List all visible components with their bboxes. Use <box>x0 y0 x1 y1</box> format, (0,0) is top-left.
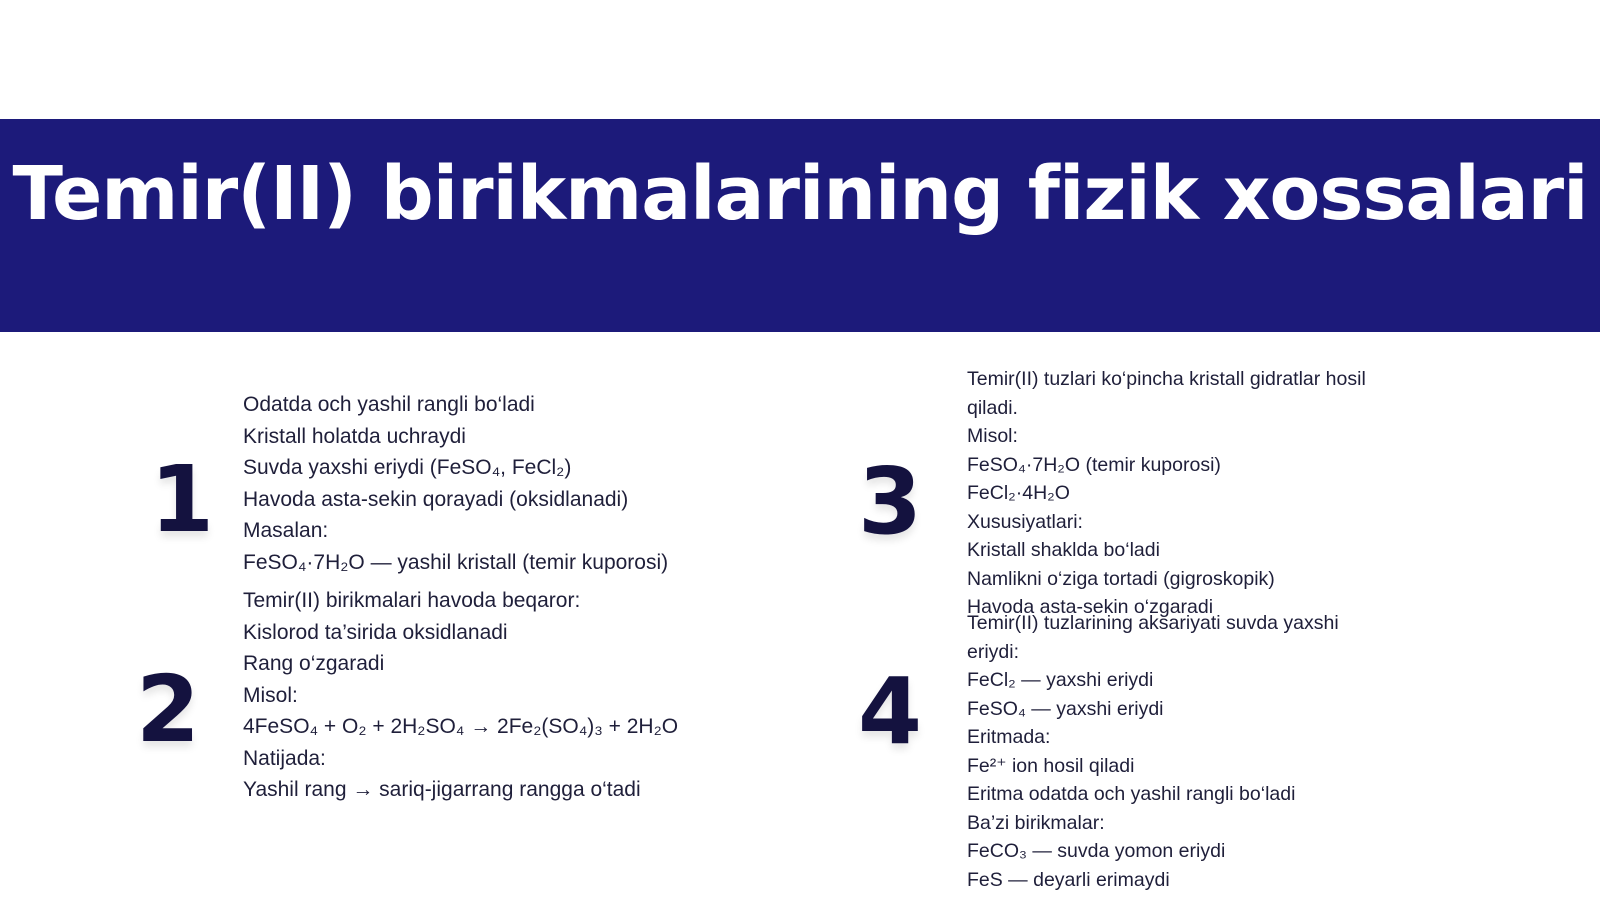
section-2-line: Yashil rang → sariq-jigarrang rangga o‘tadi <box>243 778 641 801</box>
section-2-line: Rang o‘zgaradi <box>243 652 385 675</box>
section-2-line: Misol: <box>243 683 298 707</box>
section-1-text <box>243 389 668 578</box>
section-3-line: Namlikni o‘ziga tortadi (gigroskopik) <box>967 567 1275 590</box>
section-3-line: FeSO₄·7H₂O (temir kuporosi) <box>967 453 1221 476</box>
section-1-line: Odatda och yashil rangli bo‘ladi <box>243 393 535 416</box>
section-4-line: Eritma odatda och yashil rangli bo‘ladi <box>967 783 1296 805</box>
section-4-line: FeS — deyarli erimaydi <box>967 868 1170 891</box>
section-3-line: Xususiyatlari: <box>967 510 1083 533</box>
section-3-line: Misol: <box>967 425 1018 447</box>
section-2-line: 4FeSO₄ + O₂ + 2H₂SO₄ → 2Fe₂(SO₄)₃ + 2H₂O <box>243 715 679 738</box>
section-1-line: Suvda yaxshi eriydi (FeSO₄, FeCl₂) <box>243 456 572 479</box>
section-4-line: Temir(II) tuzlarining aksariyati suvda yaxshi <box>967 612 1339 634</box>
section-2-line: Kislorod ta’sirida oksidlanadi <box>243 620 508 644</box>
section-4-line: FeCO₃ — suvda yomon eriydi <box>967 840 1226 862</box>
slide-title: Temir(II) birikmalarining fizik xossalari <box>12 151 1588 237</box>
section-4-line: eriydi: <box>967 640 1020 663</box>
section-4-line: FeCl₂ — yaxshi eriydi <box>967 669 1154 691</box>
section-4-line: Ba’zi birikmalar: <box>967 811 1105 834</box>
section-4-line: FeSO₄ — yaxshi eriydi <box>967 697 1164 720</box>
section-2-line: Temir(II) birikmalari havoda beqaror: <box>243 589 581 612</box>
section-3-line: qiladi. <box>967 396 1018 419</box>
section-4-text <box>967 609 1339 894</box>
section-3-line: Temir(II) tuzlari ko‘pincha kristall gidratlar hosil <box>967 368 1366 390</box>
section-number-2: 2 <box>136 656 201 763</box>
section-1-line: Masalan: <box>243 519 329 542</box>
section-2-line: Natijada: <box>243 746 326 770</box>
section-4-line: Eritmada: <box>967 726 1051 748</box>
section-3-line: FeCl₂·4H₂O <box>967 482 1070 504</box>
section-number-4: 4 <box>858 658 923 765</box>
section-1-line: Kristall holatda uchraydi <box>243 424 466 448</box>
section-2-text <box>243 585 678 806</box>
section-3-line: Kristall shaklda bo‘ladi <box>967 539 1160 561</box>
section-number-1: 1 <box>150 446 215 553</box>
title-banner <box>0 119 1600 332</box>
section-1-line: FeSO₄·7H₂O — yashil kristall (temir kuporosi) <box>243 550 669 574</box>
section-number-3: 3 <box>858 448 923 555</box>
section-3-text <box>967 365 1366 622</box>
section-3-line: Havoda asta-sekin o‘zgaradi <box>967 596 1214 618</box>
section-1-line: Havoda asta-sekin qorayadi (oksidlanadi) <box>243 487 629 511</box>
section-4-line: Fe²⁺ ion hosil qiladi <box>967 754 1135 777</box>
